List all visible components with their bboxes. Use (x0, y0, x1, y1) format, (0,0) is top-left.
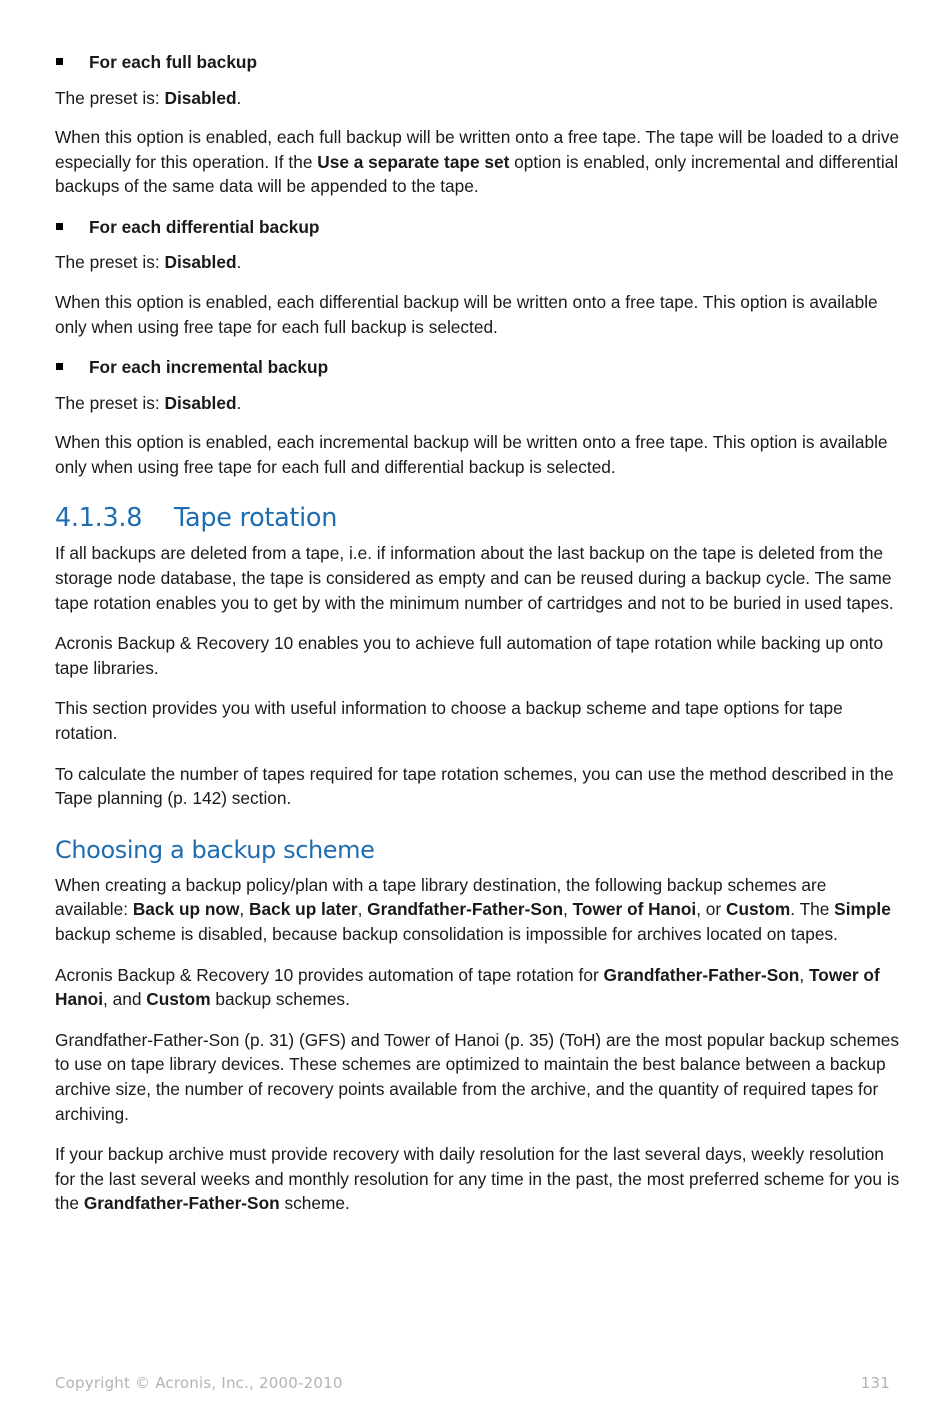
scheme-name: Simple (834, 899, 891, 920)
copyright-text: Copyright © Acronis, Inc., 2000-2010 (55, 1374, 343, 1392)
text: . The (790, 899, 835, 920)
text: , (357, 899, 368, 920)
text: , (239, 899, 250, 920)
preset-line (55, 86, 900, 111)
scheme-name: Custom (725, 899, 791, 920)
preset-label: The preset is: (55, 87, 165, 108)
differential-backup-description: When this option is enabled, each differential backup will be written onto a free tape. This option is available only when using free tape for each full backup is selected. (55, 291, 878, 337)
scheme-name: Back up now (132, 899, 240, 920)
bullet-differential-backup (55, 215, 900, 240)
text: When this option is enabled, each full backup will be written onto a free tape. The tape will be loaded to a drive especially for this operation. If the (55, 127, 900, 172)
choosing-paragraph-2 (55, 963, 900, 1012)
tape-rotation-paragraph-2: Acronis Backup & Recovery 10 enables you to achieve full automation of tape rotation while backing up onto tape libraries. (55, 633, 884, 678)
full-backup-description (55, 125, 900, 199)
preset-value: Disabled (164, 252, 237, 273)
bullet-heading: For each full backup (89, 52, 258, 72)
preset-line (55, 391, 900, 416)
scheme-name: Grandfather-Father-Son (367, 899, 564, 920)
preset-period: . (236, 252, 242, 273)
bullet-square-icon (56, 223, 63, 230)
choosing-paragraph-1 (55, 873, 900, 947)
scheme-name: Back up later (249, 899, 358, 920)
preset-value: Disabled (164, 392, 237, 413)
text: backup scheme is disabled, because backup consolidation is impossible for archives located on tapes. (55, 923, 838, 944)
text: If your backup archive must provide recovery with daily resolution for the last several days, weekly resolution for the last several weeks and monthly resolution for any time in the past, the most preferred scheme for you is the (55, 1144, 900, 1214)
preset-label: The preset is: (55, 392, 165, 413)
choosing-paragraph-3: Grandfather-Father-Son (p. 31) (GFS) and Tower of Hanoi (p. 35) (ToH) are the most popular backup schemes to use on tape library devices. These schemes are optimized to maintain the best balance between a backup archive size, the number of recovery points available from the archive, and the quantity of required tapes for archiving. (55, 1029, 899, 1124)
tape-rotation-paragraph-3: This section provides you with useful information to choose a backup scheme and tape options for tape rotation. (55, 698, 843, 743)
preset-period: . (236, 87, 242, 108)
text: scheme. (279, 1193, 350, 1214)
scheme-name: Grandfather-Father-Son (603, 964, 800, 985)
scheme-name: Grandfather-Father-Son (83, 1193, 280, 1214)
preset-period: . (236, 392, 242, 413)
preset-line (55, 250, 900, 275)
section-title: Tape rotation (174, 503, 338, 534)
text: , (799, 964, 809, 985)
section-heading-tape-rotation (55, 503, 900, 533)
scheme-name: Tower of Hanoi (572, 899, 697, 920)
subsection-heading-choosing-scheme: Choosing a backup scheme (55, 835, 375, 864)
text: , (563, 899, 573, 920)
option-name: Use a separate tape set (317, 151, 510, 172)
incremental-backup-description: When this option is enabled, each incremental backup will be written onto a free tape. This option is available only when using free tape for each full and differential backup is selected. (55, 432, 888, 477)
text: backup schemes. (210, 989, 350, 1010)
tape-rotation-paragraph-4: To calculate the number of tapes required for tape rotation schemes, you can use the method described in the Tape planning (p. 142) section. (55, 763, 894, 809)
preset-label: The preset is: (55, 252, 165, 273)
bullet-square-icon (56, 363, 63, 370)
choosing-paragraph-4 (55, 1142, 900, 1216)
tape-rotation-paragraph-1: If all backups are deleted from a tape, i.e. if information about the last backup on the tape is deleted from the storage node database, the tape is considered as empty and can be reused during a backup cycle. The same tape rotation enables you to get by with the minimum number of cartridges and not to be buried in used tapes. (55, 543, 894, 613)
bullet-square-icon (56, 58, 63, 65)
section-number: 4.1.3.8 (55, 503, 143, 534)
text: Acronis Backup & Recovery 10 provides automation of tape rotation for (55, 964, 604, 985)
text: , or (696, 899, 726, 920)
bullet-heading: For each incremental backup (89, 357, 329, 378)
page-footer (55, 1374, 890, 1392)
page-number: 131 (860, 1374, 890, 1392)
preset-value: Disabled (164, 87, 237, 108)
text: option is enabled, only incremental and differential backups of the same data will be appended to the tape. (55, 151, 899, 197)
text: When creating a backup policy/plan with a tape library destination, the following backup schemes are available: (55, 874, 827, 920)
scheme-name: Tower of Hanoi (55, 964, 880, 1010)
text: , and (103, 989, 147, 1010)
bullet-full-backup (55, 50, 900, 75)
bullet-incremental-backup (55, 355, 900, 380)
scheme-name: Custom (146, 989, 211, 1010)
document-page (55, 50, 900, 1232)
bullet-heading: For each differential backup (89, 216, 320, 237)
